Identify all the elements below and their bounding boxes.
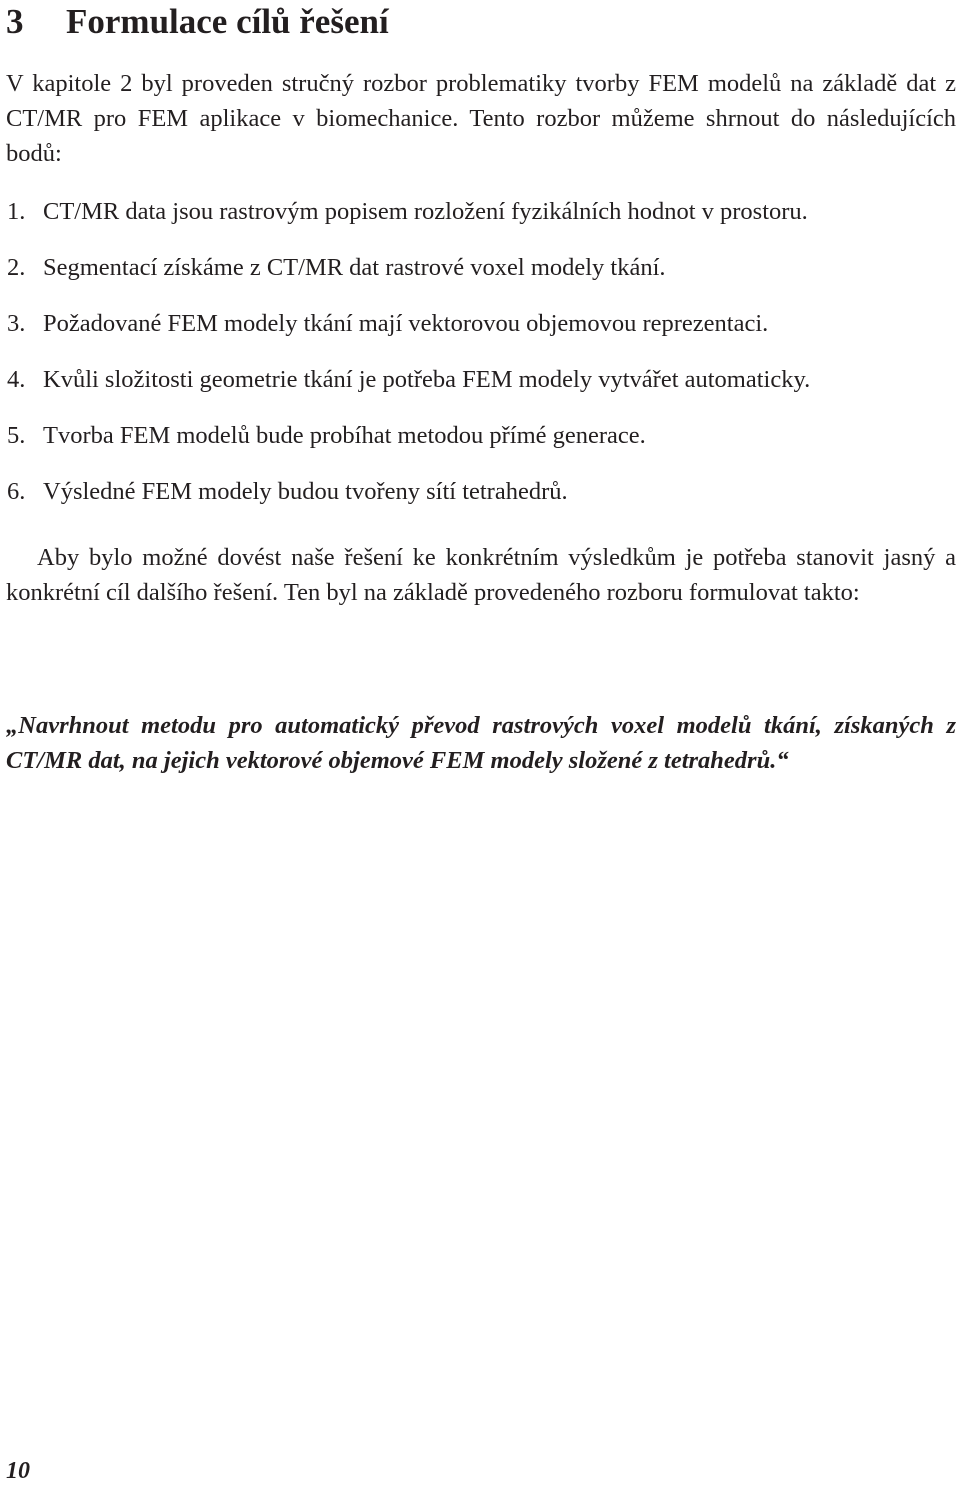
list-item-text: Požadované FEM modely tkání mají vektorovou objemovou reprezentaci. — [43, 310, 769, 337]
document-page — [6, 0, 956, 1486]
list-item — [6, 194, 956, 250]
list-item-text: Kvůli složitosti geometrie tkání je potřeba FEM modely vytvářet automaticky. — [43, 366, 811, 393]
list-item — [6, 306, 956, 362]
section-heading — [6, 2, 389, 42]
list-item-text: Tvorba FEM modelů bude probíhat metodou přímé generace. — [43, 422, 646, 449]
list-item-number: 3. — [7, 310, 26, 337]
list-item — [6, 474, 956, 530]
list-item — [6, 250, 956, 306]
list-item-number: 2. — [7, 254, 26, 281]
list-item-number: 4. — [7, 366, 26, 393]
intro-paragraph: V kapitole 2 byl proveden stručný rozbor problematiky tvorby FEM modelů na základě dat z CT/MR pro FEM aplikace v biomechanice. Tento rozbor můžeme shrnout do následujících bodů: — [6, 70, 956, 167]
list-item-text: Výsledné FEM modely budou tvořeny sítí tetrahedrů. — [43, 478, 568, 505]
section-title: Formulace cílů řešení — [66, 2, 389, 41]
list-item-number: 1. — [7, 198, 26, 225]
summary-list — [6, 194, 956, 530]
list-item-text: Segmentací získáme z CT/MR dat rastrové voxel modely tkání. — [43, 254, 666, 281]
outro-paragraph: Aby bylo možné dovést naše řešení ke konkrétním výsledkům je potřeba stanovit jasný a konkrétní cíl dalšího řešení. Ten byl na základě provedeného rozboru formulovat takto: — [6, 544, 956, 606]
section-number: 3 — [6, 2, 24, 41]
list-item-number: 5. — [7, 422, 26, 449]
list-item-number: 6. — [7, 478, 26, 505]
page-number: 10 — [6, 1458, 30, 1484]
list-item-text: CT/MR data jsou rastrovým popisem rozložení fyzikálních hodnot v prostoru. — [43, 198, 808, 225]
goal-statement: „Navrhnout metodu pro automatický převod rastrových voxel modelů tkání, získaných z CT/MR dat, na jejich vektorové objemové FEM modely složené z tetrahedrů.“ — [6, 712, 956, 774]
list-item — [6, 362, 956, 418]
list-item — [6, 418, 956, 474]
